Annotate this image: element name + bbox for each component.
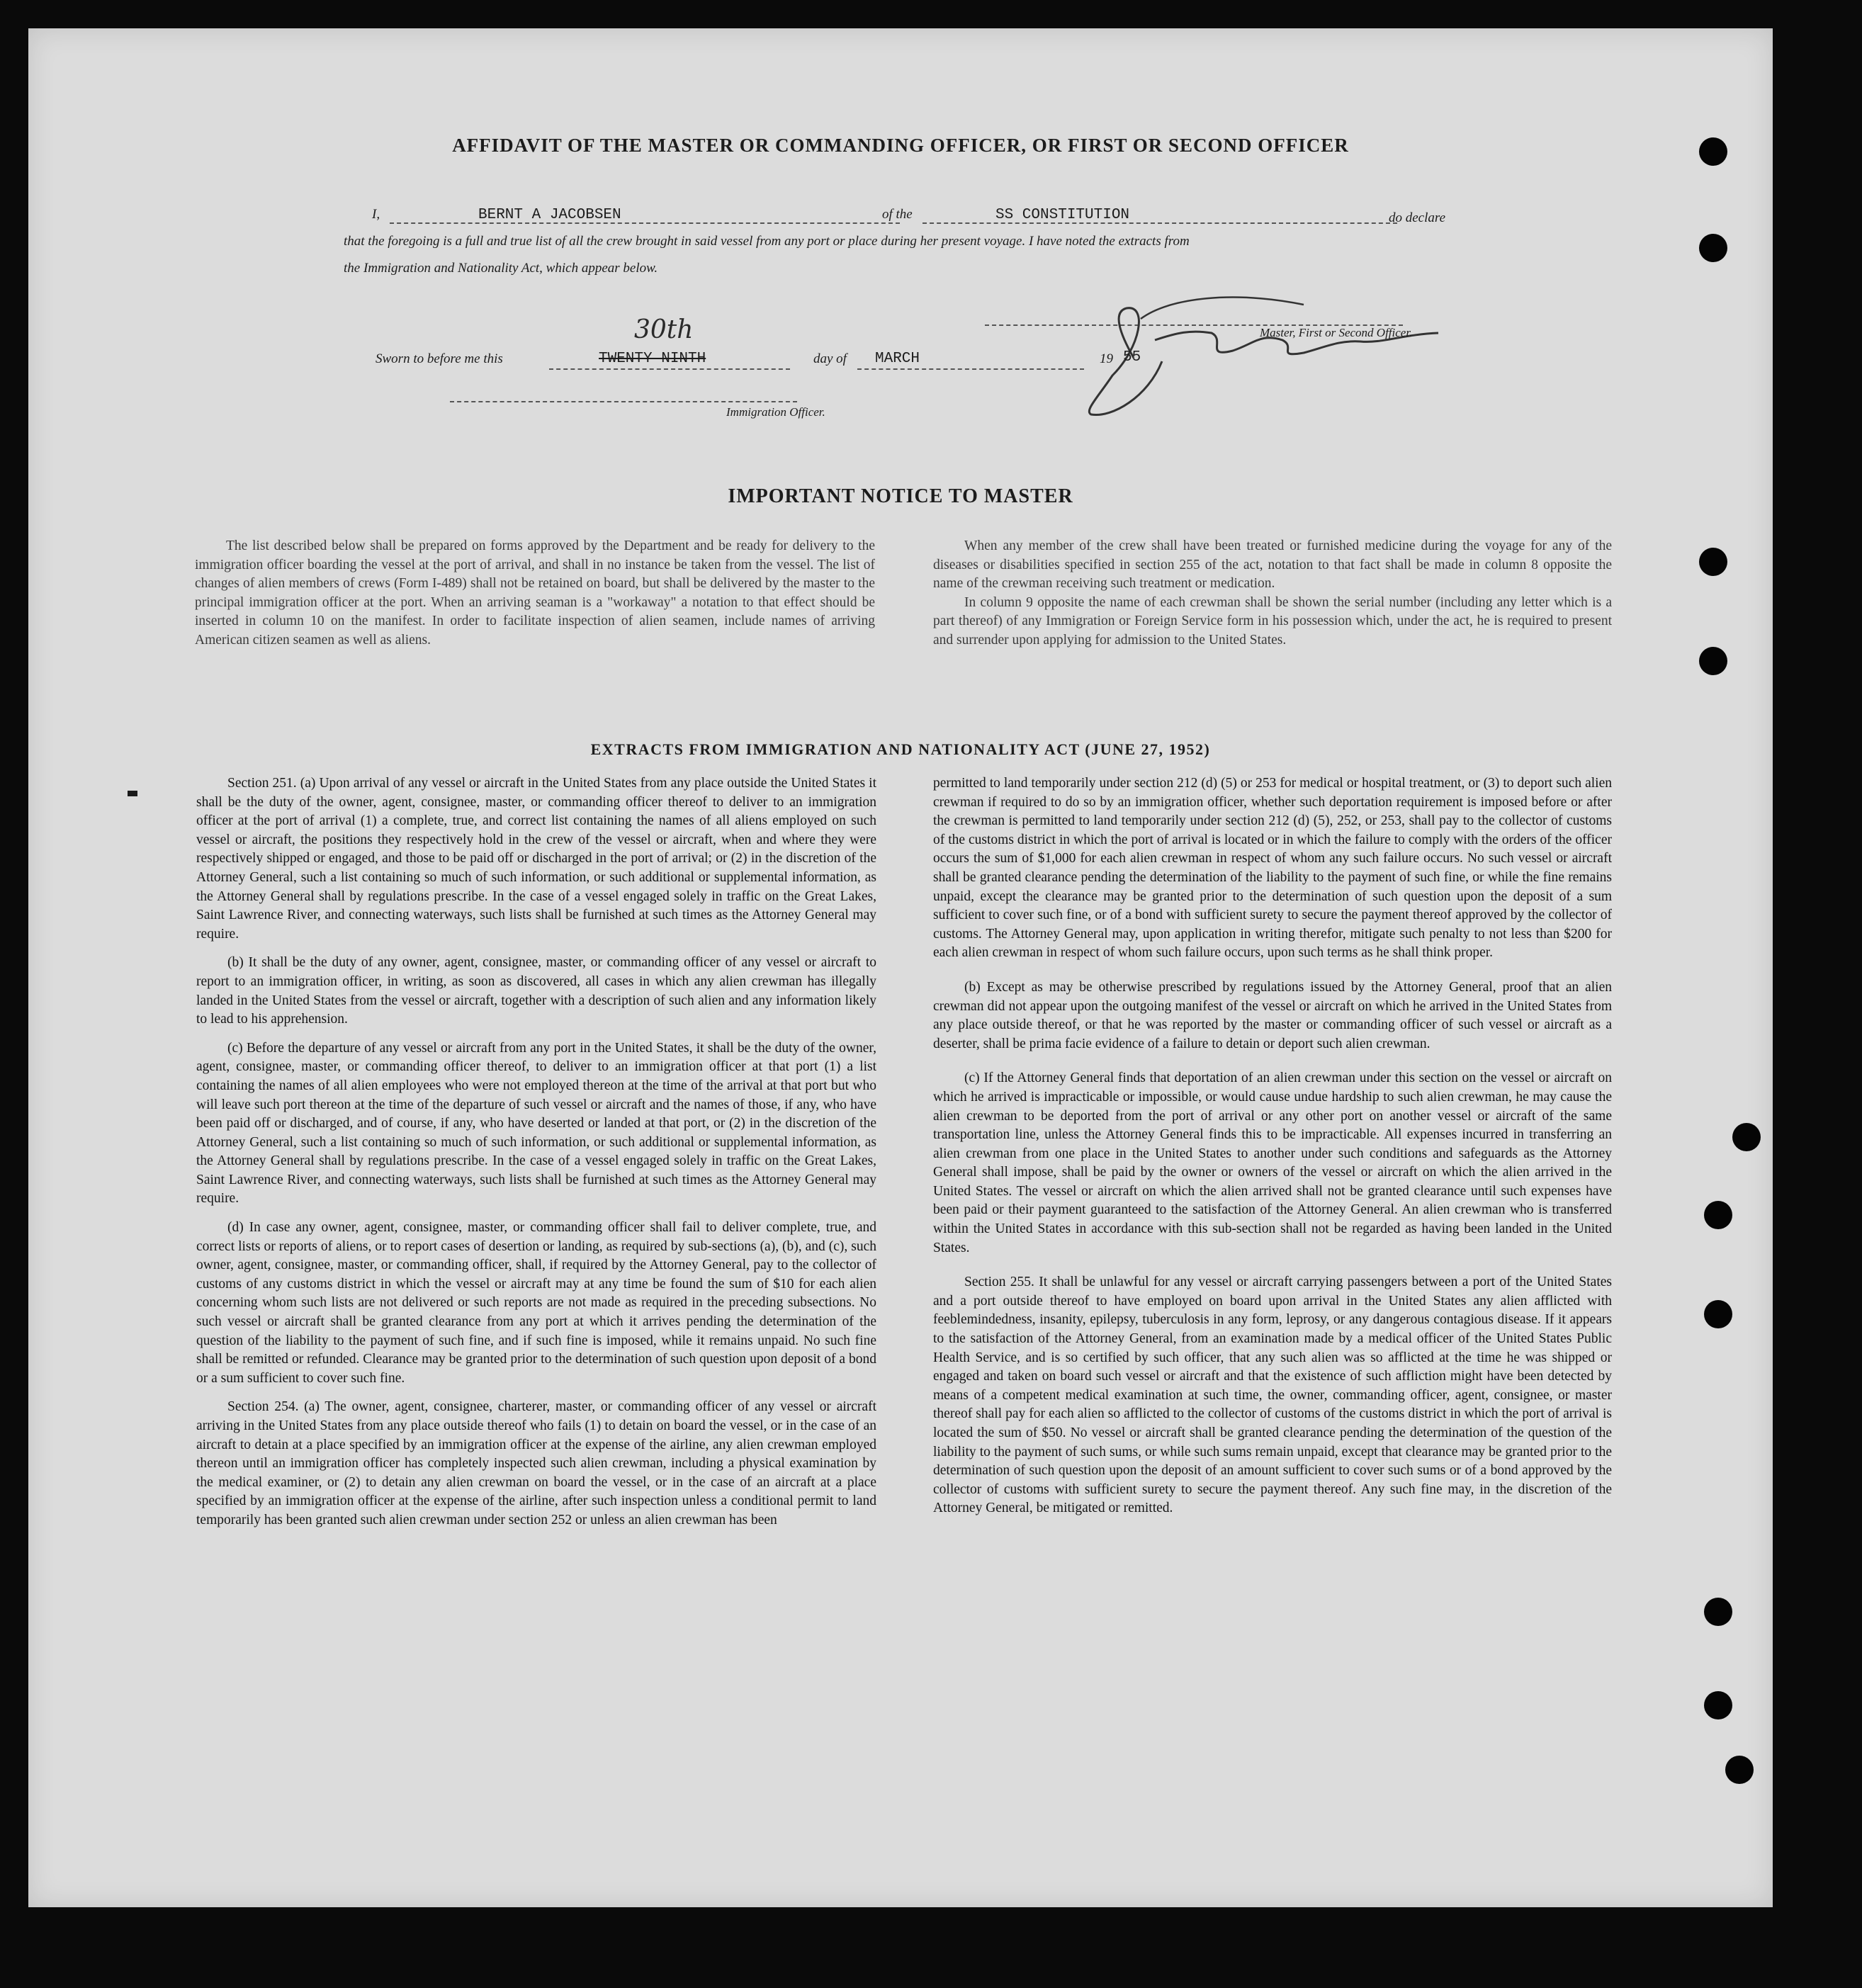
immigration-officer-label: Immigration Officer. xyxy=(726,405,825,419)
punch-hole xyxy=(1732,1123,1761,1151)
notice-left-column xyxy=(195,537,875,660)
section-251b: (b) It shall be the duty of any owner, agent, consignee, master, or commanding officer of any vessel or aircraft to report to an immigration officer, in writing, as soon as discovered, all cases in which any alien crewman has illegally landed in the United States from the vessel or aircraft, together with a description of such alien and any information likely to lead to his apprehension. xyxy=(196,955,876,1027)
i-label: I, xyxy=(372,207,380,222)
section-255: Section 255. It shall be unlawful for any vessel or aircraft carrying passengers between a port of the United States and a port outside thereof to have employed on board upon arrival in the United States any alien afflicted with feeblemindedness, insanity, epilepsy, tuberculosis in any form, leprosy, or any dangerous contagious disease. If it appears to the satisfaction of the Attorney General, from an examination made by a medical officer of the United States Public Health Service, and is so certified by such officer, that any such alien was so afflicted at the time he was shipped or engaged and taken on board such vessel or aircraft and that the existence of such affliction might have been detected by means of a competent medical examination at such time, the owner, commanding officer, agent, consignee, or master thereof shall pay for each alien so afflicted to the collector of customs of the customs district in which the port of arrival is located the sum of $50. No vessel or aircraft shall be granted clearance pending the determination of the question of the liability to the payment of such sums, or while such sums remain unpaid, except that clearance may be granted prior to the determination of such question upon the deposit of an amount sufficient to cover such sums or of a bond approved by the collector of customs with sufficient surety to secure the payment thereof. Any such fine may, in the discretion of the Attorney General, be mitigated or remitted. xyxy=(933,1275,1612,1516)
extracts-title: EXTRACTS FROM IMMIGRATION AND NATIONALITY ACT (JUNE 27, 1952) xyxy=(590,740,1211,758)
vessel-line xyxy=(922,222,1397,224)
section-254a: Section 254. (a) The owner, agent, consignee, charterer, master, or commanding officer of any vessel or aircraft arriving in the United States from any place outside thereof who fails (1) to detain on board the vessel, or in the case of an aircraft to detain at a place specified by an immigration officer at the expense of the airline, any alien crewman employed thereon until an immigration officer has completely inspected such alien crewman, including a physical examination by the medical examiner, or (2) to detain any alien crewman on board the vessel, or in the case of an aircraft at a place specified by an immigration officer at the expense of the airline, after such inspection unless a conditional permit to land temporarily has been granted such alien crewman under section 252 or unless an alien crewman has been xyxy=(196,1399,876,1527)
master-officer-label: Master, First or Second Officer. xyxy=(1260,326,1413,339)
document-page xyxy=(28,28,1773,1907)
section-251a: Section 251. (a) Upon arrival of any vessel or aircraft in the United States from any place outside the United States it shall be the duty of the owner, agent, consignee, master, or commanding officer thereof to deliver to an immigration officer at the port of arrival (1) a complete, true, and correct list containing the names of all aliens employed on such vessel or aircraft, the positions they respectively hold in the crew of the vessel or aircraft, when and where they were respectively shipped or engaged, and those to be paid off or discharged in the port of arrival; or (2) in the discretion of the Attorney General, such a list containing so much of such information, or such additional or supplemental information, as the Attorney General shall by regulations prescribe. In the case of a vessel engaged solely in traffic on the Great Lakes, Saint Lawrence River, and connecting waterways, such lists shall be furnished at such times as the Attorney General may require. xyxy=(196,776,876,942)
day-line xyxy=(549,368,790,370)
punch-hole xyxy=(1704,1201,1732,1229)
month-line xyxy=(857,368,1084,370)
section-251d: (d) In case any owner, agent, consignee, master, or commanding officer shall fail to deliver complete, true, and correct lists or reports of aliens, or to report cases of desertion or landing, as required by sub-sections (a), (b), and (c), such owner, agent, consignee, master, or commanding officer, shall, if required by the Attorney General, pay to the collector of customs of any customs district in which the vessel or aircraft may at any time be found the sum of $10 for each alien concerning whom such lists are not delivered or such reports are not made as required in the preceding subsections. No such vessel or aircraft shall be granted clearance from any port at which it arrives pending the determination of the question of the liability to the payment of such fine, and if such fine is imposed, while it remains unpaid. No such fine shall be remitted or refunded. Clearance may be granted prior to the determination of such question upon deposit of a bond or a sum sufficient to cover such fine. xyxy=(196,1220,876,1386)
immigration-officer-line xyxy=(450,401,797,402)
punch-hole xyxy=(1699,234,1727,262)
year-suffix: 55 xyxy=(1123,349,1141,366)
statement-line-2: the Immigration and Nationality Act, which appear below. xyxy=(344,261,658,276)
extracts-right-column xyxy=(933,774,1612,1528)
affidavit-title: AFFIDAVIT OF THE MASTER OR COMMANDING OFFICER, OR FIRST OR SECOND OFFICER xyxy=(452,135,1349,156)
punch-hole xyxy=(1704,1691,1732,1719)
notice-left-paragraph: The list described below shall be prepared on forms approved by the Department and be ready for delivery to the immigration officer boarding the vessel at the port of arrival, and shall in no instance be taken from the vessel. The list of changes of alien members of crews (Form I-489) shall not be retained on board, but shall be delivered by the master to the principal immigration officer at the port. When an arriving seaman is a "workaway" a notation to that effect should be inserted in column 10 on the manifest. In order to facilitate inspection of alien seamen, include names of arriving American citizen seamen as well as aliens. xyxy=(195,538,875,648)
master-name: BERNT A JACOBSEN xyxy=(478,207,621,223)
punch-hole xyxy=(1699,548,1727,576)
ink-speck xyxy=(128,791,137,796)
do-declare-label: do declare xyxy=(1389,210,1446,225)
notice-right-paragraph-2: In column 9 opposite the name of each crewman shall be shown the serial number (including any letter which is a part thereof) of any Immigration or Foreign Service form in his possession which, under the act, he is required to present and surrender upon applying for admission to the United States. xyxy=(933,594,1612,648)
vessel-name: SS CONSTITUTION xyxy=(995,207,1130,223)
sworn-label: Sworn to before me this xyxy=(376,351,503,366)
punch-hole xyxy=(1699,647,1727,675)
day-of-label: day of xyxy=(813,351,847,366)
punch-hole xyxy=(1704,1598,1732,1626)
notice-right-column xyxy=(933,537,1612,660)
notice-right-paragraph-1: When any member of the crew shall have been treated or furnished medicine during the voyage for any of the diseases or disabilities specified in section 255 of the act, notation to that fact shall be made in column 8 opposite the name of the crewman receiving such treatment or medication. xyxy=(933,538,1612,592)
day-typed: TWENTY NINTH xyxy=(599,351,706,367)
section-251c: (c) Before the departure of any vessel or aircraft from any port in the United States, it shall be the duty of the owner, agent, consignee, master, or commanding officer thereof, to deliver to an immigration officer at that port (1) a list containing the names of all alien employees who were not employed thereon at the time of the arrival at that port but who will leave such port thereon at the time of the departure of such vessel or aircraft and the names of those, if any, who have been paid off or discharged, and of course, if any, who have deserted or landed at that port, or (2) in the discretion of the Attorney General, such a list containing so much of such information, or such additional or supplemental information, as the Attorney General shall by regulations prescribe. In the case of a vessel engaged solely in traffic on the Great Lakes, Saint Lawrence River, and connecting waterways, such lists shall be furnished at such times as the Attorney General may require. xyxy=(196,1040,876,1207)
statement-line-1: that the foregoing is a full and true list of all the crew brought in said vessel from any port or place during her present voyage. I have noted the extracts from xyxy=(344,234,1190,249)
section-254c: (c) If the Attorney General finds that deportation of an alien crewman under this section on the vessel or aircraft on which he arrived is impracticable or impossible, or would cause undue hardship to such alien crewman, he may cause the alien crewman to be deported from the port of arrival or any other port on another vessel or aircraft of the same transportation line, unless the Attorney General finds this to be impracticable. All expenses incurred in transferring an alien crewman from one place in the United States to another under such conditions and safeguards as the Attorney General shall impose, shall be paid by the owner or owners of the vessel or aircraft on which the alien arrived in the United States. The vessel or aircraft on which the alien arrived shall not be granted clearance until such expenses have been paid or their payment guaranteed to the satisfaction of the Attorney General. An alien crewman who is transferred within the United States in accordance with this sub-section shall not be regarded as having been landed in the United States. xyxy=(933,1071,1612,1255)
punch-hole xyxy=(1704,1300,1732,1328)
notice-title: IMPORTANT NOTICE TO MASTER xyxy=(728,485,1073,507)
day-handwritten: 30th xyxy=(634,315,694,344)
of-the-label: of the xyxy=(882,207,913,222)
extracts-left-column xyxy=(196,774,876,1540)
name-line xyxy=(390,222,900,224)
year-prefix: 19 xyxy=(1100,351,1113,366)
punch-hole xyxy=(1725,1756,1754,1784)
section-254b: (b) Except as may be otherwise prescribed by regulations issued by the Attorney General, proof that an alien crewman did not appear upon the outgoing manifest of the vessel or aircraft on which he arrived in the United States from any place outside thereof, or that he was reported by the master or commanding officer of such vessel or aircraft as a deserter, shall be prima facie evidence of a failure to detain or deport such alien crewman. xyxy=(933,979,1612,1051)
section-254a-continued: permitted to land temporarily under section 212 (d) (5) or 253 for medical or hospital treatment, or (3) to deport such alien crewman if required to do so by an immigration officer, whether such deportation requirement is imposed before or after the crewman is permitted to land temporarily under section 212 (d) (5), 252, or 253, shall pay to the collector of customs of the customs district in which the port of arrival is located or in which the failure to comply with the orders of the officer occurs the sum of $1,000 for each alien crewman in respect of whom any such failure occurs. No such vessel or aircraft shall be granted clearance pending the determination of the liability to the payment of such fine, or while the fine remains unpaid, except the clearance may be granted prior to the determination of such question upon the deposit of a sum sufficient to cover such fine, or of a bond with sufficient surety to secure the payment thereof approved by the collector of customs. The Attorney General may, upon application in writing therefor, mitigate such penalty to not less than $200 for each alien crewman in respect of whom such failure occurs, upon such terms as he shall think proper. xyxy=(933,776,1612,961)
month: MARCH xyxy=(875,351,920,367)
